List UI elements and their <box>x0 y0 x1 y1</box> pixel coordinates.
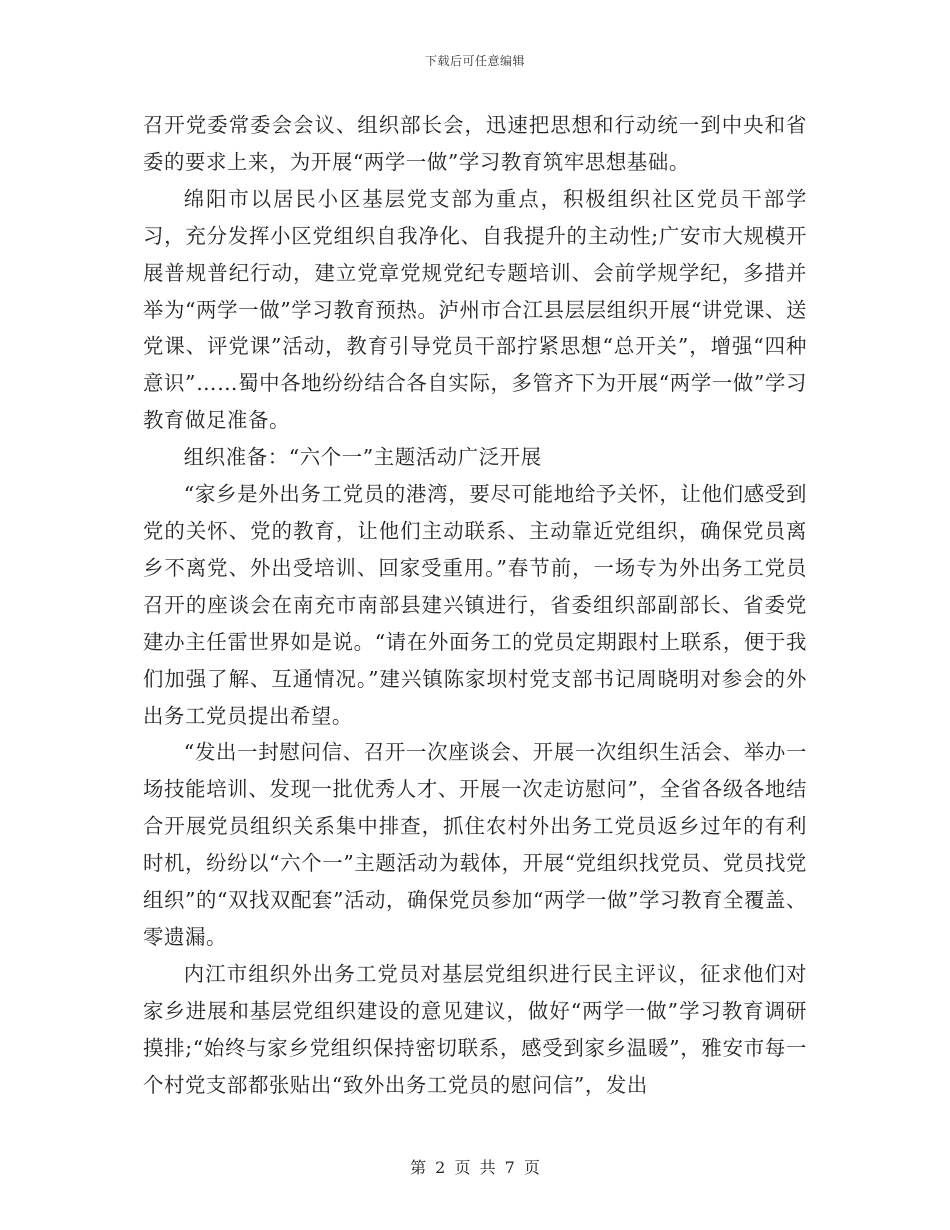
paragraph-3: “家乡是外出务工党员的港湾，要尽可能地给予关怀，让他们感受到党的关怀、党的教育，让他们主动联系、主动靠近党组织，确保党员离乡不离党、外出受培训、回家受重用。”春节前，一场专为外出务工党员召开的座谈会在南充市南部县建兴镇进行，省委组织部副部长、省委党建办主任雷世界如是说。“请在外面务工的党员定期跟村上联系，便于我们加强了解、互通情况。”建兴镇陈家坝村党支部书记周晓明对参会的外出务工党员提出希望。 <box>143 482 807 728</box>
page-header-note: 下载后可任意编辑 <box>424 54 525 68</box>
page-number: 第 2 页 共 7 页 <box>410 1158 540 1177</box>
document-body <box>143 107 807 1103</box>
paragraph-1: 召开党委常委会会议、组织部长会，迅速把思想和行动统一到中央和省委的要求上来，为开展“两学一做”学习教育筑牢思想基础。 <box>143 113 807 174</box>
paragraph-4: “发出一封慰问信、召开一次座谈会、开展一次组织生活会、举办一场技能培训、发现一批优秀人才、开展一次走访慰问”，全省各级各地结合开展党员组织关系集中排查，抓住农村外出务工党员返乡过年的有利时机，纷纷以“六个一”主题活动为载体，开展“党组织找党员、党员找党组织”的“双找双配套”活动，确保党员参加“两学一做”学习教育全覆盖、零遗漏。 <box>143 740 807 949</box>
section-heading: 组织准备：“六个一”主题活动广泛开展 <box>183 445 542 470</box>
paragraph-2: 绵阳市以居民小区基层党支部为重点，积极组织社区党员干部学习，充分发挥小区党组织自我净化、自我提升的主动性;广安市大规模开展普规普纪行动，建立党章党规党纪专题培训、会前学规学纪，多措并举为“两学一做”学习教育预热。泸州市合江县层层组织开展“讲党课、送党课、评党课”活动，教育引导党员干部拧紧思想“总开关”，增强“四种意识”……蜀中各地纷纷结合各自实际，多管齐下为开展“两学一做”学习教育做足准备。 <box>143 186 807 433</box>
paragraph-5: 内江市组织外出务工党员对基层党组织进行民主评议，征求他们对家乡进展和基层党组织建设的意见建议，做好“两学一做”学习教育调研摸排;“始终与家乡党组织保持密切联系，感受到家乡温暖”，雅安市每一个村党支部都张贴出“致外出务工党员的慰问信”，发出 <box>143 961 807 1097</box>
